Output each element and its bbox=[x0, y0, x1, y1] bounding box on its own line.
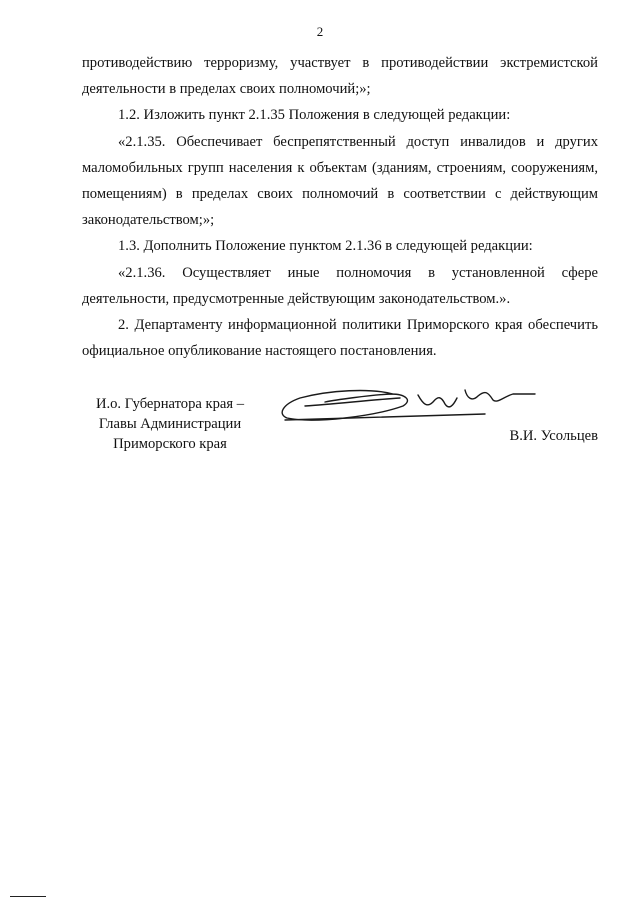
paragraph: 1.3. Дополнить Положение пунктом 2.1.36 в следующей редакции: bbox=[118, 238, 533, 255]
page-number: 2 bbox=[316, 24, 324, 39]
signatory-name: В.И. Усольцев bbox=[509, 428, 598, 444]
paragraph: «2.1.36. Осуществляет иные полномочия в установленной сфере деятельности, предусмотренные действующим законодательством.». bbox=[82, 264, 598, 307]
signatory-title-line: И.о. Губернатора края – bbox=[95, 396, 245, 412]
signature-block bbox=[0, 384, 640, 464]
paragraph: 1.2. Изложить пункт 2.1.35 Положения в следующей редакции: bbox=[118, 107, 511, 124]
handwritten-signature bbox=[275, 384, 545, 434]
signatory-title-line: Приморского края bbox=[113, 436, 227, 452]
paragraph: «2.1.35. Обеспечивает беспрепятственный доступ инвалидов и других маломобильных групп населения к объектам (зданиям, строениям, сооружениям, помещениям) в пределах своих полномочий в соответствии с действующим законодательством;»; bbox=[82, 133, 598, 229]
document-body bbox=[82, 50, 598, 364]
footer-rule bbox=[10, 896, 46, 897]
paragraph: 2. Департаменту информационной политики Приморского края обеспечить официальное опубликование настоящего постановления. bbox=[82, 317, 598, 360]
signatory-title bbox=[70, 394, 270, 454]
paragraph: противодействию терроризму, участвует в противодействии экстремистской деятельности в пределах своих полномочий;»; bbox=[82, 55, 598, 98]
signatory-title-line: Главы Администрации bbox=[98, 416, 242, 432]
